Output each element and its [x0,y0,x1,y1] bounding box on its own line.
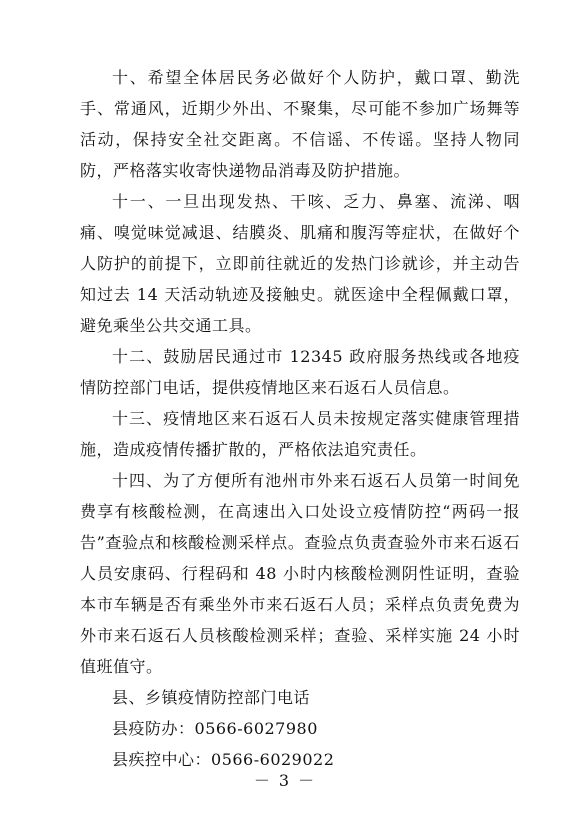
contact-line-epidemic-office [80,713,520,744]
paragraph-10: 十、希望全体居民务必做好个人防护，戴口罩、勤洗手、常通风，近期少外出、不聚集，尽可能不参加广场舞等活动，保持安全社交距离。不信谣、不传谣。坚持人物同防，严格落实收寄快递物品消毒及防护措施。 [80,68,520,180]
paragraph-12: 十二、鼓励居民通过市 12345 政府服务热线或各地疫情防控部门电话，提供疫情地区来石返石人员信息。 [80,347,520,397]
contact-phone: 0566-6029022 [211,750,335,769]
contacts-title: 县、乡镇疫情防控部门电话 [112,688,311,707]
page-number: － 3 － [253,771,317,790]
contact-label: 县疾控中心： [112,750,212,769]
paragraph-14: 十四、为了方便所有池州市外来石返石人员第一时间免费享有核酸检测，在高速出入口处设立疫情防控“两码一报告”查验点和核酸检测采样点。查验点负责查验外市来石返石人员安康码、行程码和 48 小时内核酸检测阴性证明，查验本市车辆是否有乘坐外市来石返石人员；采样点负责免费为外市来石返石人员核酸检测采样；查验、采样实施 24 小时值班值守。 [80,471,520,676]
paragraph-13: 十三、疫情地区来石返石人员未按规定落实健康管理措施，造成疫情传播扩散的，严格依法追究责任。 [80,409,520,459]
document-body [80,62,520,775]
contact-phone: 0566-6027980 [194,719,318,738]
contact-label: 县疫防办： [112,719,195,738]
paragraph-11: 十一、一旦出现发热、干咳、乏力、鼻塞、流涕、咽痛、嗅觉味觉减退、结膜炎、肌痛和腹泻等症状，在做好个人防护的前提下，立即前往就近的发热门诊就诊，并主动告知过去 14 天活动轨迹及接触史。就医途中全程佩戴口罩，避免乘坐公共交通工具。 [80,192,520,335]
